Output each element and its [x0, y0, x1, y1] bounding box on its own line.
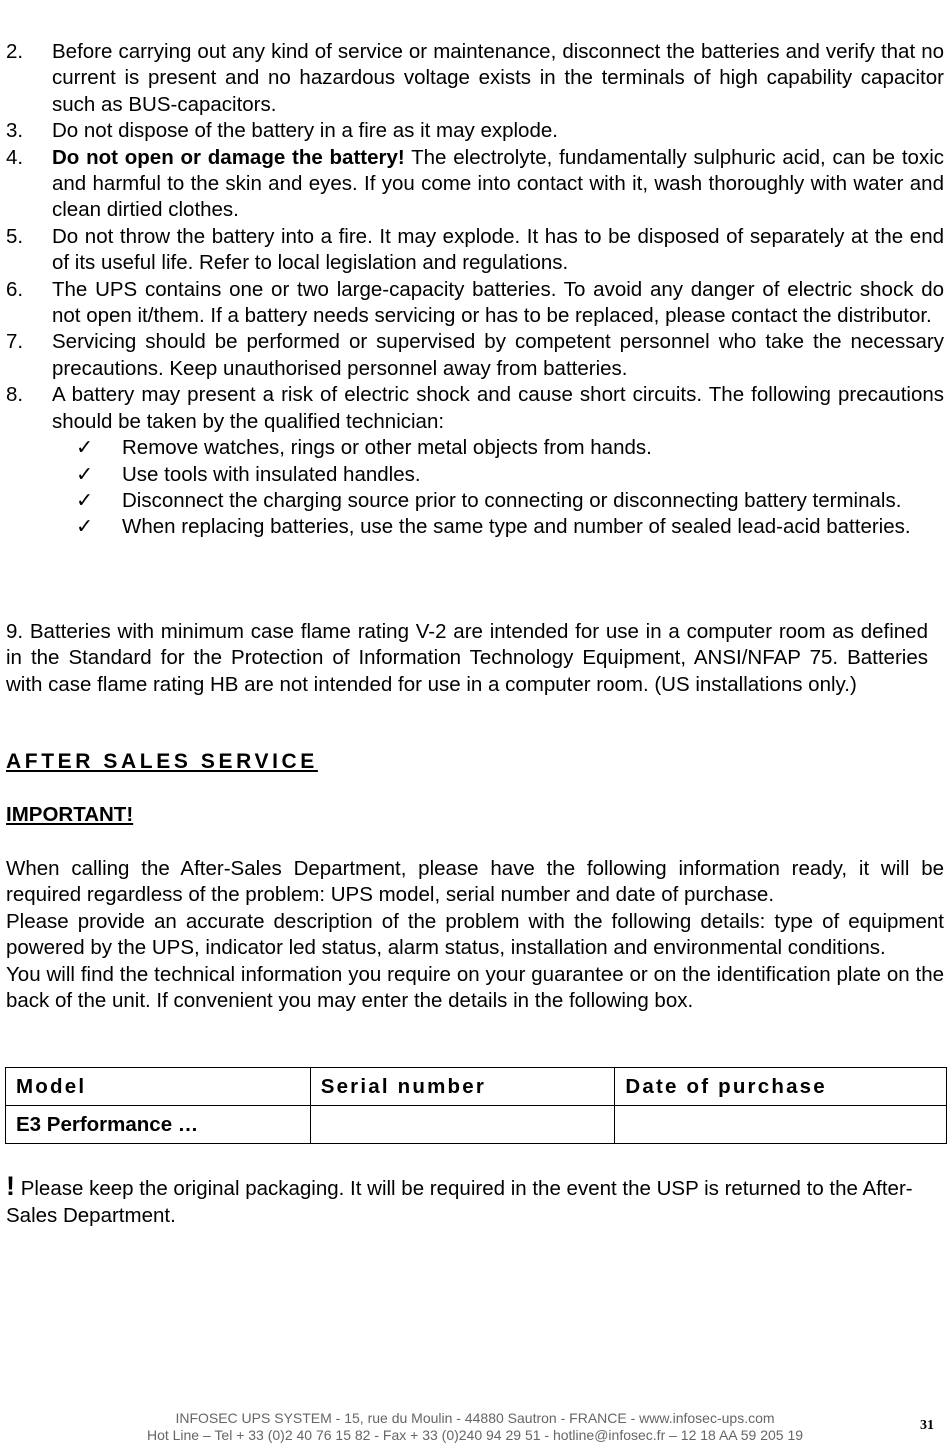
check-text: Disconnect the charging source prior to connecting or disconnecting battery terminals. [122, 488, 902, 512]
item-number: 7. [6, 330, 24, 354]
model-cell: E3 Performance … [6, 1106, 311, 1144]
check-text: Use tools with insulated handles. [122, 462, 421, 486]
list-item [6, 145, 944, 224]
list-item [6, 329, 944, 382]
safety-list [6, 39, 944, 541]
list-item [6, 382, 944, 435]
list-item [6, 118, 944, 144]
page-number: 31 [920, 1418, 934, 1433]
item-text: Do not throw the battery into a fire. It may explode. It has to be disposed of separately at the end of its useful life. Refer to local legislation and regulations. [52, 224, 944, 275]
item-text: Do not dispose of the battery in a fire as it may explode. [52, 119, 558, 143]
checkmark-icon: ✓ [76, 462, 94, 486]
instructions-text [6, 856, 944, 1014]
check-text: Remove watches, rings or other metal objects from hands. [122, 436, 652, 460]
precautions-checklist [6, 435, 944, 541]
list-item [6, 224, 944, 277]
item-9-paragraph: 9. Batteries with minimum case flame rating V-2 are intended for use in a computer room as defined in the Standard for the Protection of Information Technology Equipment, ANSI/NFAP 75. Batteries with case flame rating HB are not intended for use in a computer room. (US installations only.) [6, 620, 928, 696]
important-label: IMPORTANT! [6, 803, 134, 826]
date-of-purchase-cell [615, 1106, 947, 1144]
table-row [6, 1106, 947, 1144]
column-header-serial-number: Serial number [310, 1068, 615, 1106]
check-item [6, 435, 944, 461]
item-text: The electrolyte, fundamentally sulphuric acid, can be toxic and harmful to the skin and eyes. If you come into contact with it, wash thoroughly with water and clean dirtied clothes. [52, 145, 944, 222]
item-number: 5. [6, 224, 24, 248]
check-item [6, 514, 944, 540]
exclamation-icon: ! [6, 1171, 15, 1201]
product-details-table [5, 1067, 947, 1144]
note-text: Please keep the original packaging. It will be required in the event the USP is returned to the After-Sales Department. [6, 1177, 913, 1227]
serial-number-cell [310, 1106, 615, 1144]
item-text: A battery may present a risk of electric shock and cause short circuits. The following precautions should be taken by the qualified technician: [52, 383, 944, 433]
section-heading: AFTER SALES SERVICE [6, 750, 318, 773]
item-text: Before carrying out any kind of service or maintenance, disconnect the batteries and verify that no current is present and no hazardous voltage exists in the terminals of high capability capacitor such as BUS-capacitors. [52, 40, 944, 116]
check-list-container [6, 435, 944, 541]
item-number: 6. [6, 277, 24, 301]
paragraph: You will find the technical information you require on your guarantee or on the identification plate on the back of the unit. If convenient you may enter the details in the following box. [6, 962, 944, 1013]
check-item [6, 488, 944, 514]
item-number: 3. [6, 119, 24, 143]
checkmark-icon: ✓ [76, 515, 94, 539]
checkmark-icon: ✓ [76, 488, 94, 512]
item-number: 2. [6, 40, 24, 63]
item-number: 8. [6, 383, 24, 407]
check-text: When replacing batteries, use the same type and number of sealed lead-acid batteries. [122, 515, 911, 539]
column-header-date-of-purchase: Date of purchase [615, 1068, 947, 1106]
column-header-model: Model [6, 1068, 311, 1106]
packaging-note [6, 1173, 944, 1229]
table-header-row [6, 1068, 947, 1106]
list-item [6, 277, 944, 330]
checkmark-icon: ✓ [76, 436, 94, 460]
list-item [6, 39, 944, 118]
check-item [6, 462, 944, 488]
item-text: The UPS contains one or two large-capacity batteries. To avoid any danger of electric shock do not open it/them. If a battery needs servicing or has to be replaced, please contact the distributor. [52, 277, 944, 328]
item-number: 4. [6, 145, 24, 169]
paragraph: When calling the After-Sales Department, please have the following information ready, it will be required regardless of the problem: UPS model, serial number and date of purchase. [6, 857, 944, 907]
item-text: Servicing should be performed or supervised by competent personnel who take the necessary precautions. Keep unauthorised personnel away from batteries. [52, 330, 944, 380]
paragraph: Please provide an accurate description of the problem with the following details: type of equipment powered by the UPS, indicator led status, alarm status, installation and environmental conditions. [6, 909, 944, 960]
page-footer [0, 1410, 950, 1443]
footer-contact: Hot Line – Tel + 33 (0)2 40 76 15 82 - Fax + 33 (0)240 94 29 51 - hotline@infosec.fr – 12 18 AA 59 205 19 [146, 1426, 804, 1443]
footer-address: INFOSEC UPS SYSTEM - 15, rue du Moulin - 44880 Sautron - FRANCE - www.infosec-ups.com [175, 1410, 775, 1426]
item-bold-text: Do not open or damage the battery! [52, 145, 405, 169]
